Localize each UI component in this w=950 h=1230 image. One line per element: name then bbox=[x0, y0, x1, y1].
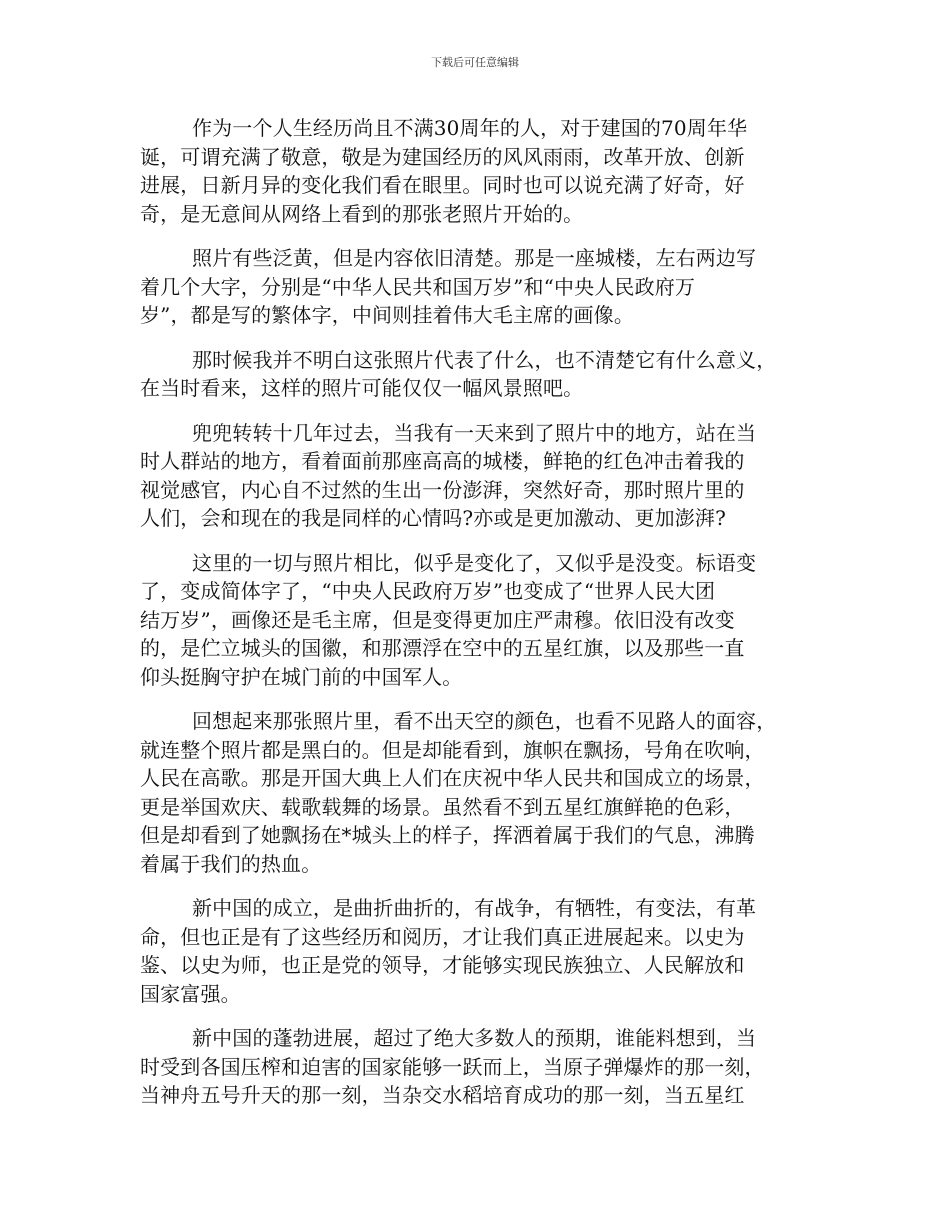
text-line: 照片有些泛黄，但是内容依旧清楚。那是一座城楼，左右两边写 bbox=[192, 246, 757, 270]
paragraph bbox=[140, 549, 820, 692]
text-line: 回想起来那张照片里，看不出天空的颜色，也看不见路人的面容， bbox=[192, 709, 777, 733]
text-line: 岁”，都是写的繁体字，中间则挂着伟大毛主席的画像。 bbox=[140, 303, 634, 327]
text-line: 人们，会和现在的我是同样的心情吗?亦或是更加激动、更加澎湃? bbox=[140, 506, 726, 530]
text-line: 就连整个照片都是黑白的。但是却能看到，旗帜在飘扬，号角在吹响， bbox=[140, 737, 765, 762]
text-line: 视觉感官，内心自不过然的生出一份澎湃，突然好奇，那时照片里的 bbox=[140, 477, 745, 502]
paragraph bbox=[140, 419, 820, 533]
paragraph bbox=[140, 346, 820, 403]
text-line: 鉴、以史为师，也正是党的领导，才能够实现民族独立、人民解放和 bbox=[140, 953, 745, 977]
paragraph bbox=[140, 244, 820, 330]
text-line: 着属于我们的热血。 bbox=[140, 851, 322, 876]
text-line: 的，是伫立城头的国徽，和那漂浮在空中的五星红旗，以及那些一直 bbox=[140, 636, 745, 660]
page-header: 下载后可任意编辑 bbox=[431, 56, 519, 69]
text-line: 新中国的蓬勃进展，超过了绝大多数人的预期，谁能料想到，当 bbox=[192, 1026, 757, 1050]
text-line: 这里的一切与照片相比，似乎是变化了，又似乎是没变。标语变 bbox=[192, 550, 757, 575]
text-line: 着几个大字，分别是“中华人民共和国万岁”和“中央人民政府万 bbox=[140, 274, 696, 299]
text-line: 国家富强。 bbox=[140, 981, 241, 1006]
text-line: 在当时看来，这样的照片可能仅仅一幅风景照吧。 bbox=[140, 376, 584, 400]
text-line: 仰头挺胸守护在城门前的中国军人。 bbox=[140, 664, 463, 689]
paragraph bbox=[140, 1024, 820, 1110]
text-line: 奇，是无意间从网络上看到的那张老照片开始的。 bbox=[140, 201, 584, 226]
text-line: 兜兜转转十几年过去，当我有一天来到了照片中的地方，站在当 bbox=[192, 420, 757, 445]
text-line: 命，但也正是有了这些经历和阅历，才让我们真正进展起来。以史为 bbox=[140, 924, 745, 949]
text-line: 诞，可谓充满了敬意，敬是为建国经历的风风雨雨，改革开放、创新 bbox=[140, 144, 745, 169]
text-line: 新中国的成立，是曲折曲折的，有战争，有牺牲，有变法，有革 bbox=[192, 896, 757, 920]
text-line: 但是却看到了她飘扬在*城头上的样子，挥洒着属于我们的气息，沸腾 bbox=[140, 823, 755, 847]
document-body bbox=[140, 114, 820, 1126]
paragraph bbox=[140, 707, 820, 878]
text-line: 那时候我并不明白这张照片代表了什么，也不清楚它有什么意义， bbox=[192, 347, 777, 372]
text-line: 结万岁”，画像还是毛主席，但是变得更加庄严肃穆。依旧没有改变 bbox=[140, 607, 735, 632]
text-line: 作为一个人生经历尚且不满30周年的人，对于建国的70周年华 bbox=[192, 116, 748, 140]
text-line: 了，变成简体字了，“中央人民政府万岁”也变成了“世界人民大团 bbox=[140, 579, 716, 603]
text-line: 时人群站的地方，看着面前那座高高的城楼，鲜艳的红色冲击着我的 bbox=[140, 449, 745, 473]
text-line: 当神舟五号升天的那一刻，当杂交水稻培育成功的那一刻，当五星红 bbox=[140, 1083, 745, 1107]
paragraph bbox=[140, 894, 820, 1008]
text-line: 人民在高歌。那是开国大典上人们在庆祝中华人民共和国成立的场景， bbox=[140, 766, 765, 790]
paragraph bbox=[140, 114, 820, 228]
text-line: 更是举国欢庆、载歌载舞的场景。虽然看不到五星红旗鲜艳的色彩， bbox=[140, 794, 745, 819]
text-line: 进展，日新月异的变化我们看在眼里。同时也可以说充满了好奇，好 bbox=[140, 173, 745, 197]
text-line: 时受到各国压榨和迫害的国家能够一跃而上，当原子弹爆炸的那一刻， bbox=[140, 1054, 765, 1079]
